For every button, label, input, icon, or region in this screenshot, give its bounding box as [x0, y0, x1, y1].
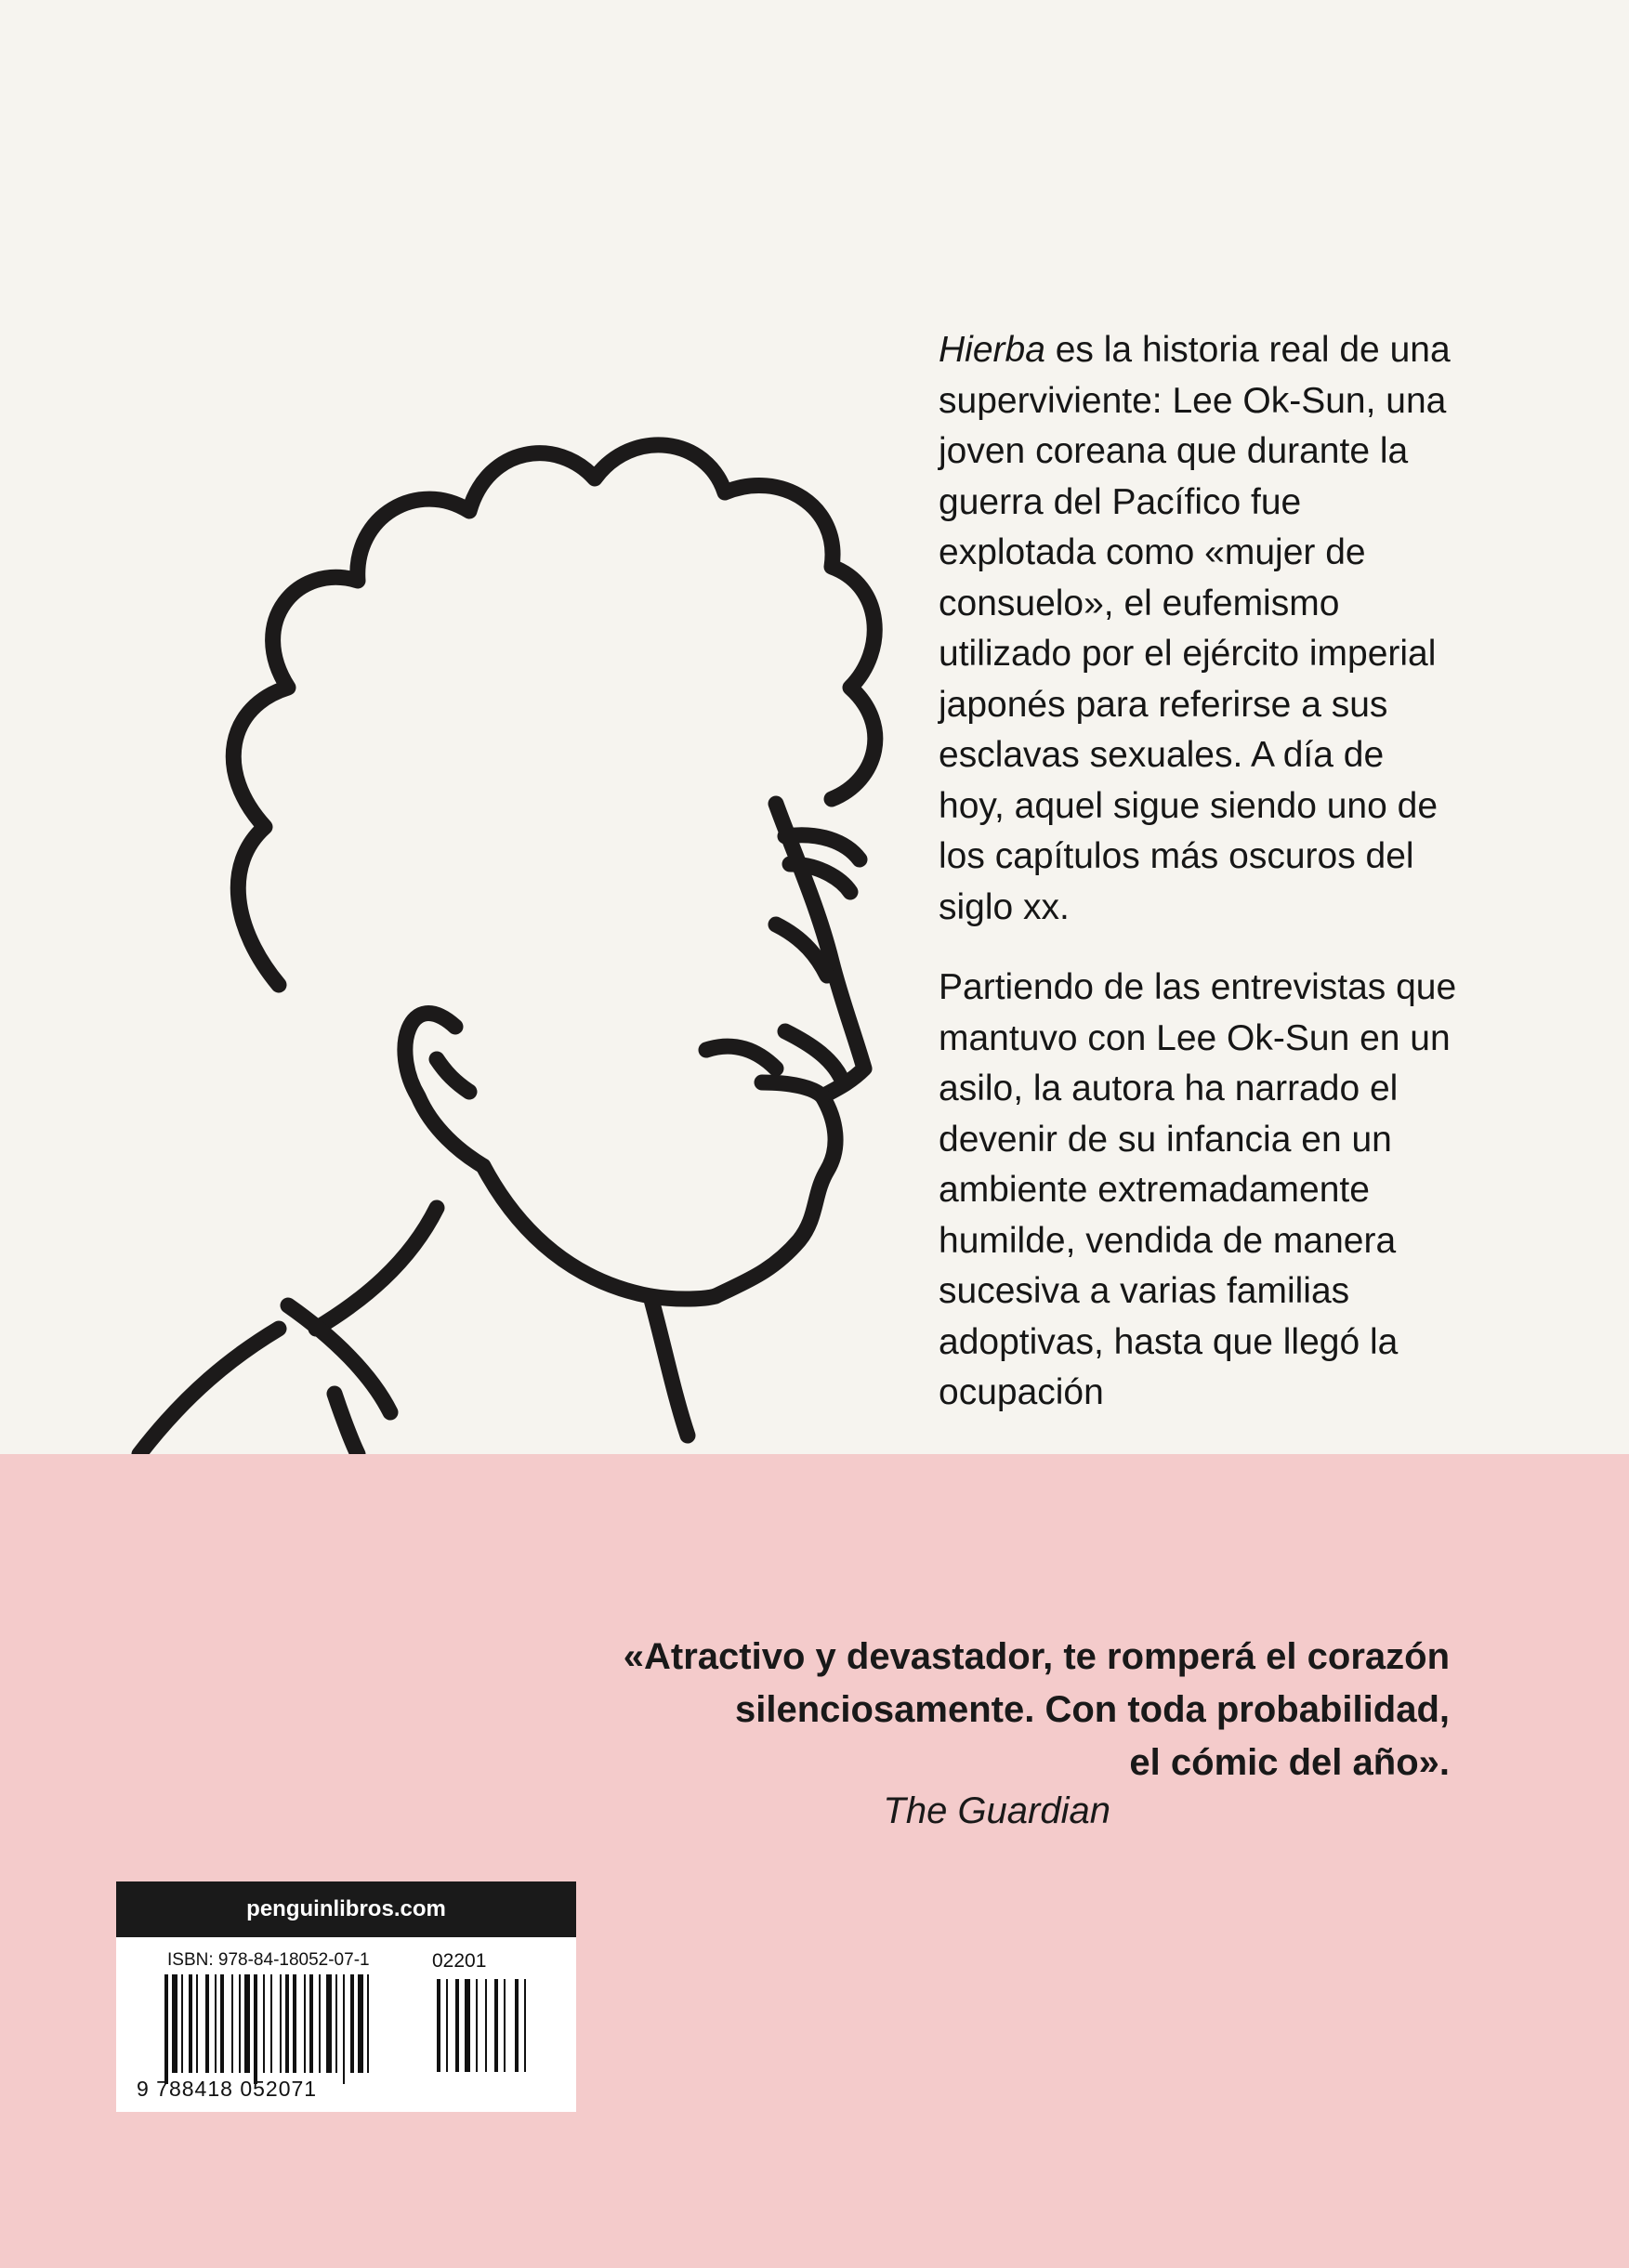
synopsis-text — [939, 325, 1459, 1449]
quote-line-2: silenciosamente. Con toda probabilidad, — [734, 1689, 1450, 1730]
barcode-digits: 9 788418 052071 — [137, 2077, 318, 2101]
publisher-website: penguinlibros.com — [116, 1881, 576, 1937]
book-title: Hierba — [939, 330, 1045, 370]
barcode-block — [116, 1881, 576, 2112]
review-quote — [483, 1631, 1450, 1789]
quote-line-1: «Atractivo y devastador, te romperá el corazón — [623, 1636, 1450, 1677]
price-addon-code: 02201 — [432, 1950, 487, 1972]
synopsis-paragraph-2: Partiendo de las entrevistas que mantuvo con Lee Ok-Sun en un asilo, la autora ha narrado el devenir de su infancia en un ambiente extremadamente humilde, vendida de manera sucesiva a varias familias adoptivas, hasta que llegó la ocupación — [939, 967, 1457, 1412]
synopsis-paragraph-1-text: es la historia real de una superviviente: Lee Ok-Sun, una joven coreana que durante la guerra del Pacífico fue explotada como «mujer de consuelo», el eufemismo utilizado por el ejército imperial japonés para referirse a sus esclavas sexuales. A día de hoy, aquel sigue siendo uno de los capítulos más oscuros del siglo xx. — [939, 330, 1451, 927]
isbn-number: ISBN: 978-84-18052-07-1 — [167, 1950, 370, 1970]
quote-source: The Guardian — [883, 1790, 1110, 1831]
hair-outline — [233, 445, 875, 985]
synopsis-paragraph-1 — [939, 325, 1459, 933]
quote-line-3: el cómic del año». — [1129, 1742, 1450, 1783]
pink-belly-band — [0, 1454, 1629, 2268]
